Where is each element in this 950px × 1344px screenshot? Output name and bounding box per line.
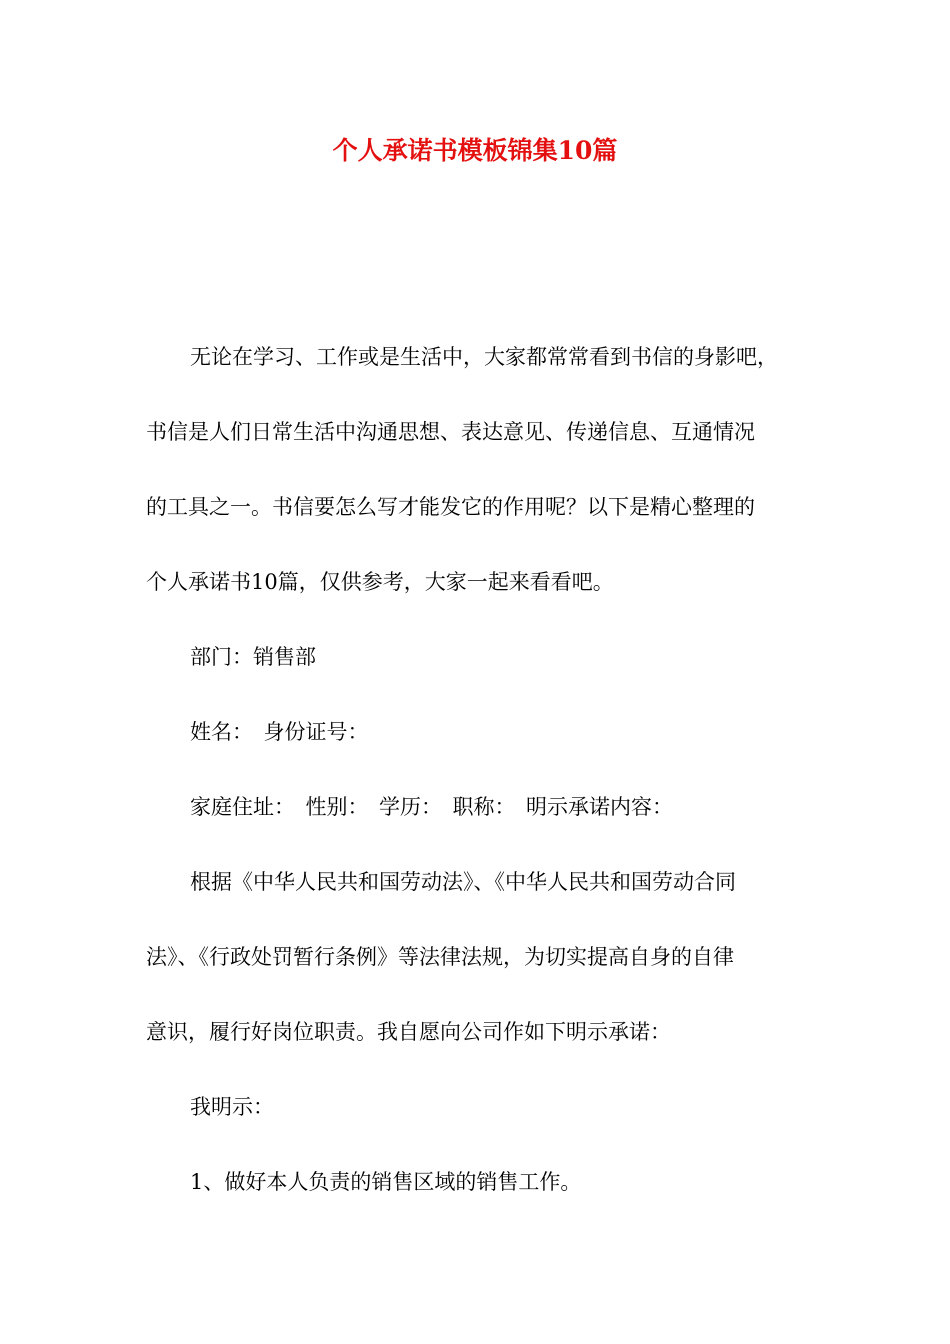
paragraph-line: 根据《中华人民共和国劳动法》、《中华人民共和国劳动合同: [190, 870, 736, 894]
list-item: 1、做好本人负责的销售区域的销售工作。: [190, 1170, 582, 1194]
statement-heading: 我明示：: [190, 1095, 274, 1119]
paragraph-line: 个人承诺书10篇，仅供参考，大家一起来看看吧。: [146, 570, 614, 594]
department-line: 部门：销售部: [190, 645, 316, 669]
document-title: 个人承诺书模板锦集10篇: [332, 136, 618, 165]
personal-info-line: 家庭住址： 性别： 学历： 职称： 明示承诺内容：: [190, 795, 673, 819]
name-id-line: 姓名： 身份证号：: [190, 720, 369, 744]
paragraph-line: 法》、《行政处罚暂行条例》等法律法规，为切实提高自身的自律: [146, 945, 734, 969]
paragraph-line: 无论在学习、工作或是生活中，大家都常常看到书信的身影吧，: [190, 345, 778, 369]
document-body: [146, 320, 816, 1220]
paragraph-line: 意识，履行好岗位职责。我自愿向公司作如下明示承诺：: [146, 1020, 671, 1044]
paragraph-line: 的工具之一。书信要怎么写才能发它的作用呢？以下是精心整理的: [146, 495, 755, 519]
paragraph-line: 书信是人们日常生活中沟通思想、表达意见、传递信息、互通情况: [146, 420, 755, 444]
